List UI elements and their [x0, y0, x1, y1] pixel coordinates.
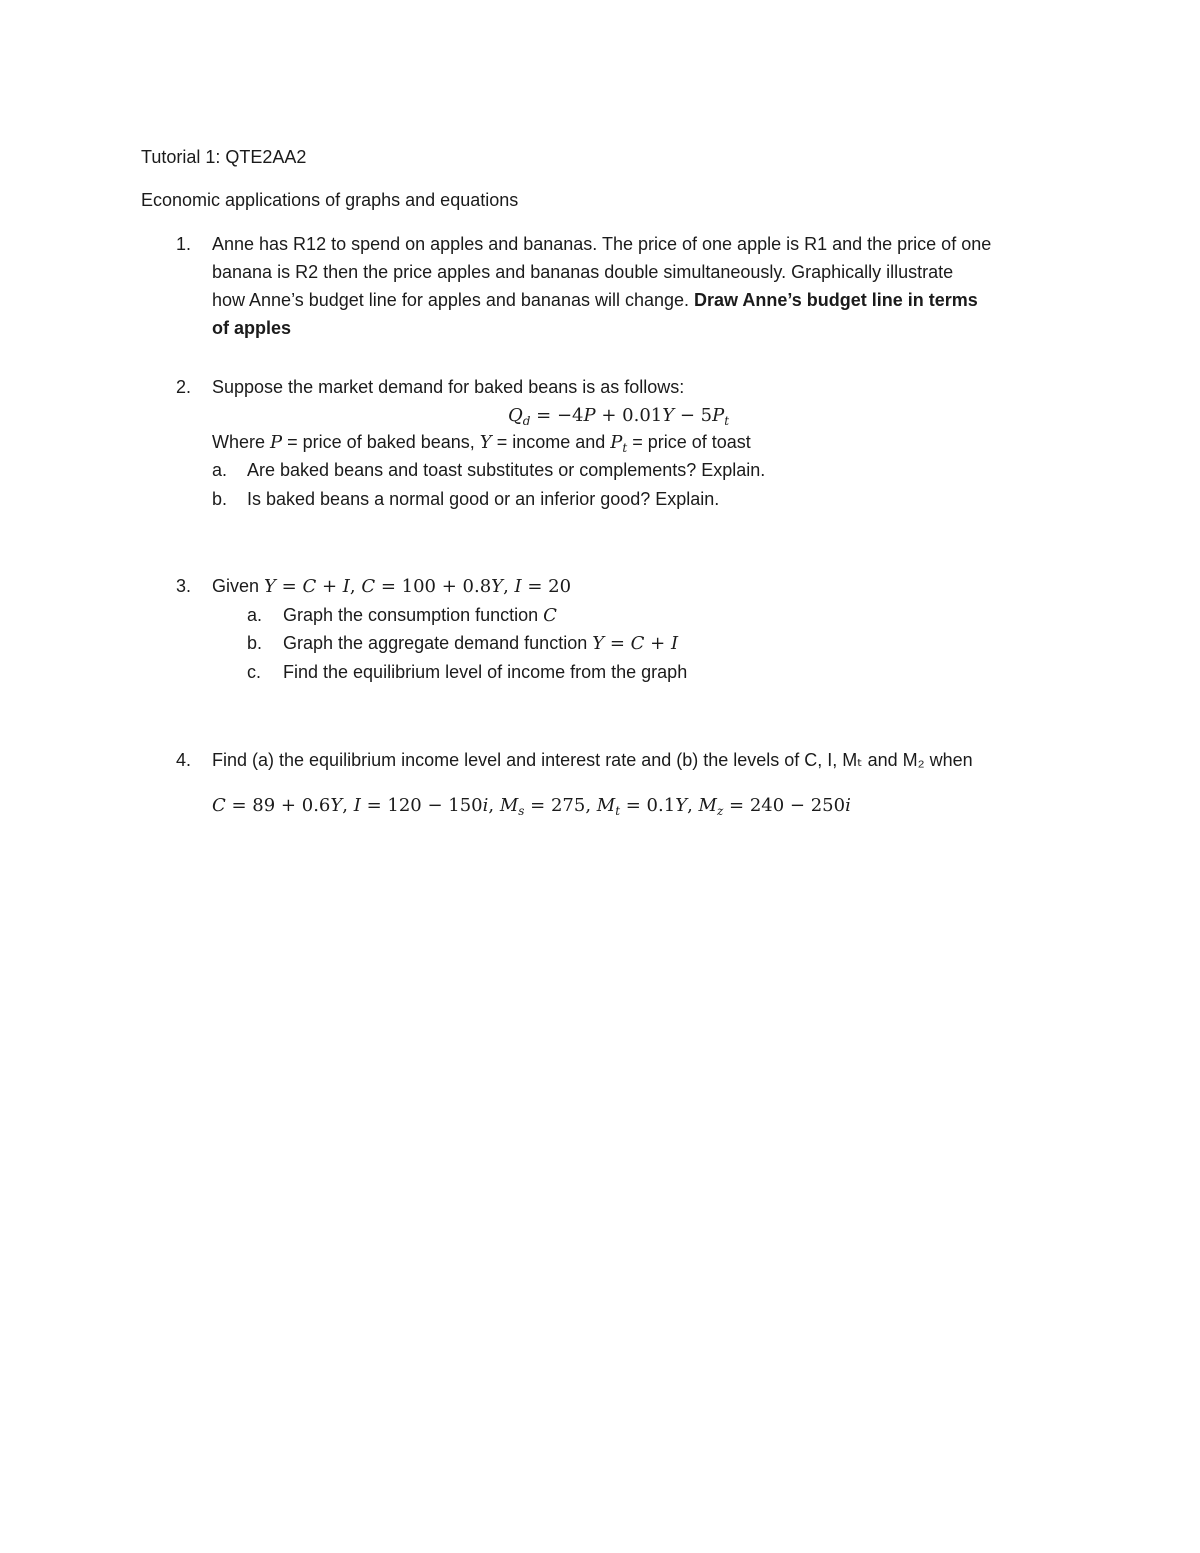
q4-e1: = 89 + 0.6 [225, 795, 331, 816]
eq-pt-sub: t [724, 414, 730, 428]
q4-e4: , [488, 795, 500, 816]
q4-mz-sub: z [716, 804, 724, 818]
question-2b-text: Is baked beans a normal good or an inferior good? Explain. [247, 489, 720, 509]
given-y2: Y [491, 576, 504, 597]
q3b-c: C [630, 633, 645, 654]
given-c2: C [361, 576, 376, 597]
question-1-line-2: banana is R2 then the price apples and bananas double simultaneously. Graphically illustrate [212, 262, 954, 282]
eq-pt: P [712, 405, 725, 426]
q3a-c: C [543, 605, 557, 626]
q4-mt-sub: t [615, 804, 621, 818]
q4-c: C [212, 795, 226, 816]
document-subtitle: Economic applications of graphs and equations [141, 190, 519, 210]
eq-rhs-3: − 5 [674, 405, 713, 426]
where-y: Y [479, 432, 492, 453]
given-eq-1: = [275, 576, 303, 597]
eq-y: Y [662, 405, 675, 426]
question-2-number: 2. [176, 377, 192, 397]
q4-i: I [353, 795, 361, 816]
where-pt-sub: t [622, 441, 628, 455]
q4-y2: Y [675, 795, 688, 816]
q4-rate-i: i [482, 795, 489, 816]
question-4-text: Find (a) the equilibrium income level and interest rate and (b) the levels of C, I, Mₜ and M₂ when [212, 750, 973, 770]
q3b-eq-2: + [644, 633, 671, 654]
document-title: Tutorial 1: QTE2AA2 [141, 147, 307, 167]
q4-e3: = 120 − 150 [360, 795, 483, 816]
q3b-i: I [670, 633, 679, 654]
demand-equation [508, 403, 729, 428]
q3b-y: Y [592, 633, 605, 654]
question-4-number: 4. [176, 750, 192, 770]
question-2a-label: a. [212, 460, 228, 480]
question-1-line-4: of apples [212, 318, 292, 338]
q4-mt: M [596, 795, 616, 816]
given-eq-2: + [316, 576, 343, 597]
q4-e5: = 275, [524, 795, 597, 816]
where-p: P [270, 432, 283, 453]
given-c: C [302, 576, 317, 597]
where-2: = price of baked beans, [282, 432, 480, 452]
q4-e6: = 0.1 [620, 795, 676, 816]
question-2b-label: b. [212, 489, 228, 509]
q4-ms-sub: s [518, 804, 525, 818]
given-i2: I [514, 576, 522, 597]
question-1-line-1: Anne has R12 to spend on apples and bananas. The price of one apple is R1 and the price of one [212, 234, 992, 254]
question-2-where [212, 430, 751, 455]
question-2a-text: Are baked beans and toast substitutes or complements? Explain. [247, 460, 766, 480]
eq-p: P [583, 405, 596, 426]
question-1-number: 1. [176, 234, 192, 254]
question-1-line-3 [212, 288, 978, 312]
question-3a-text [283, 603, 557, 628]
question-3b-label: b. [247, 633, 263, 653]
given-eq-6: = 20 [521, 576, 572, 597]
q3a-text: Graph the consumption function [283, 605, 544, 625]
q4-y: Y [330, 795, 343, 816]
q4-e7: , [687, 795, 699, 816]
question-3c-text: Find the equilibrium level of income from the graph [283, 662, 688, 682]
q4-e2: , [342, 795, 354, 816]
q4-rate-i2: i [845, 795, 851, 816]
question-4-equation [212, 793, 851, 818]
question-3a-label: a. [247, 605, 263, 625]
eq-q: Q [508, 405, 523, 426]
q3b-text: Graph the aggregate demand function [283, 633, 593, 653]
given-eq-4: = 100 + 0.8 [375, 576, 492, 597]
q4-mz: M [698, 795, 717, 816]
eq-q-sub: d [522, 414, 531, 428]
eq-rhs-1: = −4 [530, 405, 584, 426]
question-1-line-3-plain: how Anne’s budget line for apples and bananas will change. [212, 290, 695, 310]
given-label: Given [212, 576, 265, 596]
given-i: I [342, 576, 350, 597]
question-3b-text [283, 631, 678, 656]
eq-rhs-2: + 0.01 [595, 405, 663, 426]
where-3: = income and [491, 432, 611, 452]
given-eq-5: , [503, 576, 515, 597]
q4-ms: M [499, 795, 519, 816]
question-3c-label: c. [247, 662, 262, 682]
given-y: Y [264, 576, 276, 597]
q4-e8: = 240 − 250 [723, 795, 846, 816]
where-4: = price of toast [627, 432, 751, 452]
q3b-eq-1: = [604, 633, 631, 654]
where-pt: P [610, 432, 623, 453]
given-eq-3: , [349, 576, 362, 597]
question-1-line-3-bold: Draw Anne’s budget line in terms [694, 290, 978, 310]
question-2-intro: Suppose the market demand for baked beans is as follows: [212, 377, 685, 397]
where-1: Where [212, 432, 271, 452]
question-3-number: 3. [176, 576, 192, 596]
question-3-given [212, 574, 571, 599]
